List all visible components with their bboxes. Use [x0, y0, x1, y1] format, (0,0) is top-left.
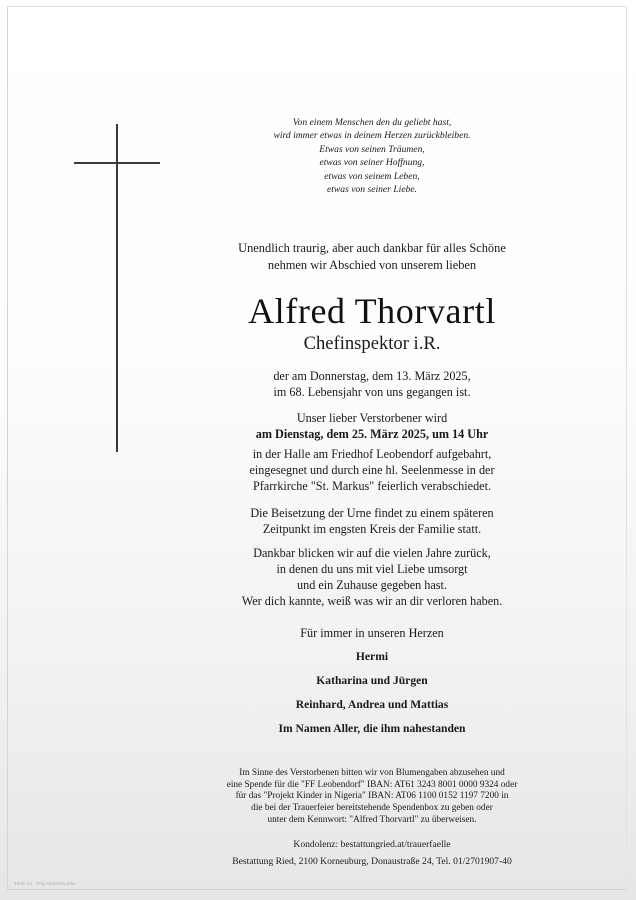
intro-line: nehmen wir Abschied von unserem lieben — [267, 257, 477, 272]
death-line: im 68. Lebensjahr von uns gegangen ist. — [273, 385, 471, 399]
death-notice — [168, 368, 576, 400]
poem-line: etwas von seiner Liebe. — [326, 184, 418, 196]
print-code: 4949-10 · D'lg Lirsch/Auslke — [14, 881, 76, 886]
condolence-link[interactable]: Kondolenz: bestattungried.at/trauerfaelle — [293, 839, 451, 850]
cross-vertical-beam — [116, 124, 118, 452]
gratitude-text — [168, 545, 576, 609]
cross-horizontal-beam — [74, 162, 160, 164]
donation-line: die bei der Trauerfeier bereitstehende Spendenbox zu geben oder — [251, 803, 493, 814]
gratitude-line: Dankbar blicken wir auf die vielen Jahre zurück, — [253, 546, 491, 560]
donation-request — [168, 768, 576, 827]
family-member: Hermi — [355, 650, 389, 663]
donation-line: für das "Projekt Kinder in Nigeria" IBAN: AT06 1100 0152 1197 7200 in — [235, 791, 509, 802]
family-heading: Für immer in unseren Herzen — [300, 626, 444, 640]
memorial-poem — [168, 116, 576, 196]
ceremony-info — [168, 410, 576, 494]
poem-line: wird immer etwas in deinem Herzen zurückbleiben. — [273, 130, 471, 142]
gratitude-line: in denen du uns mit viel Liebe umsorgt — [276, 562, 468, 576]
poem-line: Etwas von seinen Träumen, — [319, 143, 425, 155]
intro-text — [168, 240, 576, 273]
ceremony-date: am Dienstag, dem 25. März 2025, um 14 Uhr — [255, 427, 489, 441]
family-member: Reinhard, Andrea und Mattias — [295, 698, 449, 711]
cross-icon — [74, 124, 160, 452]
donation-line: eine Spende für die "FF Leobendorf" IBAN: AT61 3243 8001 0000 9324 oder — [226, 779, 518, 790]
ceremony-line: eingesegnet und durch eine hl. Seelenmesse in der — [249, 463, 495, 477]
deceased-title: Chefinspektor i.R. — [303, 333, 441, 354]
family-member: Im Namen Aller, die ihm nahestanden — [278, 722, 466, 735]
funeral-home-address: Bestattung Ried, 2100 Korneuburg, Donaustraße 24, Tel. 01/2701907-40 — [232, 855, 512, 867]
urn-line: Die Beisetzung der Urne findet zu einem späteren — [250, 506, 494, 520]
poem-line: etwas von seiner Hoffnung, — [319, 157, 425, 169]
intro-line: Unendlich traurig, aber auch dankbar für alles Schöne — [238, 241, 506, 255]
ceremony-line: in der Halle am Friedhof Leobendorf aufgebahrt, — [252, 447, 492, 461]
family-mourners — [168, 625, 576, 737]
deceased-name: Alfred Thorvartl — [248, 291, 496, 331]
gratitude-line: und ein Zuhause gegeben hast. — [297, 578, 447, 592]
poem-line: etwas von seinem Leben, — [324, 170, 420, 182]
contact-info — [168, 838, 576, 869]
donation-line: Im Sinne des Verstorbenen bitten wir von Blumengaben abzusehen und — [239, 768, 505, 778]
ceremony-line: Unser lieber Verstorbener wird — [296, 411, 448, 425]
urn-line: Zeitpunkt im engsten Kreis der Familie statt. — [262, 522, 482, 536]
family-member: Katharina und Jürgen — [316, 674, 428, 687]
gratitude-line: Wer dich kannte, weiß was wir an dir verloren haben. — [241, 594, 503, 608]
ceremony-line: Pfarrkirche "St. Markus" feierlich verabschiedet. — [252, 479, 492, 493]
donation-line: unter dem Kennwort: "Alfred Thorvartl" zu überweisen. — [267, 814, 477, 825]
poem-line: Von einem Menschen den du geliebt hast, — [292, 117, 452, 128]
urn-burial-notice — [168, 505, 576, 537]
death-line: der am Donnerstag, dem 13. März 2025, — [273, 369, 471, 383]
